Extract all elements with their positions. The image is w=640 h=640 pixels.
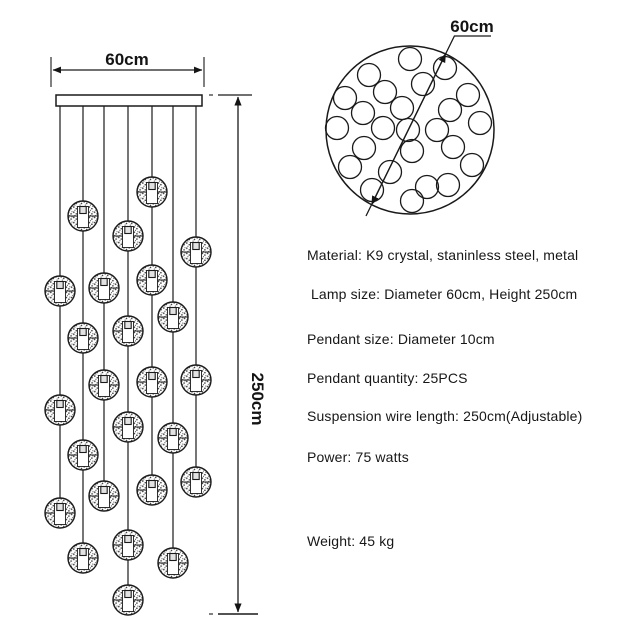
pendant-top-view — [391, 97, 414, 120]
pendant-top-view — [326, 117, 349, 140]
pendant-ball — [68, 543, 98, 573]
pendant-top-view — [339, 156, 362, 179]
spec-material: Material: K9 crystal, staninless steel, metal — [307, 247, 579, 263]
pendant-ball — [68, 440, 98, 470]
diameter-leader-line — [366, 36, 491, 216]
pendant-top-view — [352, 102, 375, 125]
spec-pendant-size: Pendant size: Diameter 10cm — [307, 331, 495, 347]
diameter-arrows — [372, 54, 446, 205]
spec-wire-length: Suspension wire length: 250cm(Adjustable) — [307, 408, 583, 424]
pendant-ball — [137, 177, 167, 207]
spec-lamp-size: Lamp size: Diameter 60cm, Height 250cm — [311, 286, 578, 302]
height-dimension — [209, 95, 267, 614]
pendant-ball — [158, 302, 188, 332]
pendant-top-view — [439, 99, 462, 122]
pendant-ball — [158, 423, 188, 453]
pendant-top-view — [401, 190, 424, 213]
top-view-outline — [326, 46, 494, 214]
pendant-ball — [181, 365, 211, 395]
pendant-ball — [89, 273, 119, 303]
pendant-top-view — [399, 48, 422, 71]
pendant-ball — [68, 323, 98, 353]
pendant-ball — [158, 548, 188, 578]
pendant-top-view — [461, 154, 484, 177]
top-view — [326, 17, 495, 216]
pendant-ball — [137, 475, 167, 505]
pendant-top-view — [469, 112, 492, 135]
pendant-ball — [113, 316, 143, 346]
pendant-top-view — [372, 117, 395, 140]
height-dimension-label: 250cm — [248, 372, 267, 426]
pendant-ball — [45, 395, 75, 425]
pendant-top-view — [361, 179, 384, 202]
pendant-top-view — [353, 137, 376, 160]
pendant-ball — [181, 467, 211, 497]
pendant-ball — [137, 265, 167, 295]
top-view-diameter-label: 60cm — [450, 17, 494, 36]
width-dimension-label: 60cm — [105, 50, 149, 69]
spec-weight: Weight: 45 kg — [307, 533, 395, 549]
spec-power: Power: 75 watts — [307, 449, 409, 465]
pendant-ball — [45, 276, 75, 306]
pendant-ball — [113, 530, 143, 560]
pendant-top-view — [442, 136, 465, 159]
pendant-ball — [89, 481, 119, 511]
pendant-ball — [45, 498, 75, 528]
width-dimension — [51, 50, 204, 87]
pendant-ball — [113, 585, 143, 615]
pendant-top-view — [437, 174, 460, 197]
pendant-ball — [89, 370, 119, 400]
pendant-ball — [181, 237, 211, 267]
pendant-ball — [113, 221, 143, 251]
pendant-top-view — [401, 140, 424, 163]
pendant-ball — [113, 412, 143, 442]
ceiling-plate — [56, 95, 202, 106]
spec-pendant-quantity: Pendant quantity: 25PCS — [307, 370, 468, 386]
pendant-ball — [68, 201, 98, 231]
pendant-top-view — [434, 57, 457, 80]
pendant-top-view — [379, 161, 402, 184]
pendant-ball — [137, 367, 167, 397]
pendant-top-view — [416, 176, 439, 199]
